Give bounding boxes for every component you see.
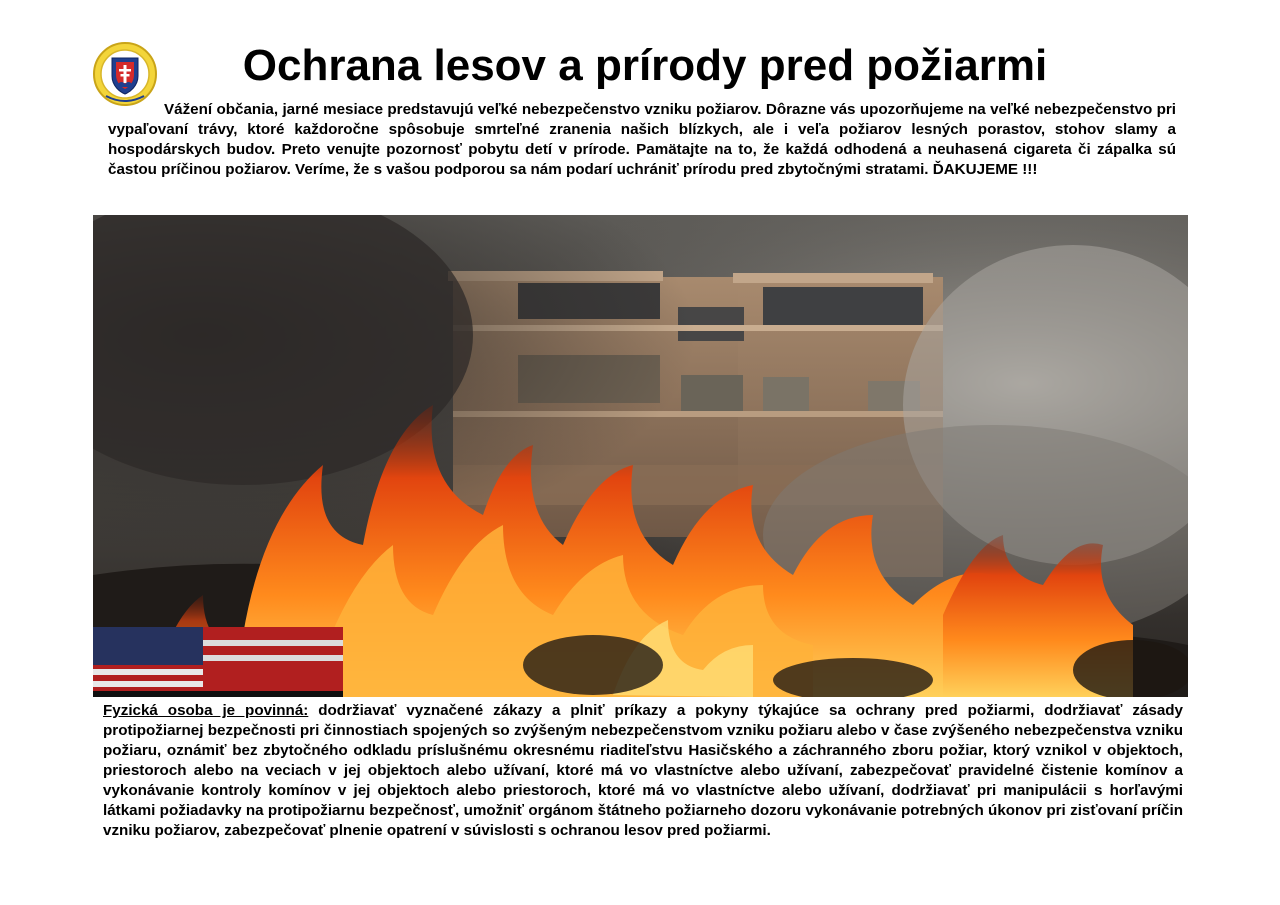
duties-lead: Fyzická osoba je povinná: [103,702,309,719]
forest-fire-photo [93,215,1188,697]
duties-paragraph [103,701,1183,841]
page-title: Ochrana lesov a prírody pred požiarmi [242,41,1048,90]
forest-fire-photo-icon [93,215,1188,697]
intro-paragraph: Vážení občania, jarné mesiace predstavujú veľké nebezpečenstvo vzniku požiarov. Dôrazne vás upozorňujeme na veľké nebezpečenstvo pri vypaľovaní trávy, ktoré každoročne spôsobuje smrteľné zranenia našich blízkych, ale i veľa požiarov lesných porastov, stohov slamy a hospodárskych budov. Preto venujte pozornosť pobytu detí v prírode. Pamätajte na to, že každá odhodená a neuhasená cigareta či zápalka sú častou príčinou požiarov. Veríme, že s vašou podporou sa nám podarí uchrániť prírodu pred zbytočnými stratami. ĎAKUJEME !!! [108,101,1176,178]
duties-text: dodržiavať vyznačené zákazy a plniť príkazy a pokyny týkajúce sa ochrany pred požiarmi, dodržiavať zásady protipožiarnej bezpečnosti pri činnostiach spojených so zvýšeným nebezpečenstvom vzniku požiaru alebo v čase zvýšeného nebezpečenstva vzniku požiaru, oznámiť bez zbytočného odkladu príslušnému okresnému riaditeľstvu Hasičského a záchranného zboru požiar, ktorý vznikol v objektoch, priestoroch alebo na veciach v jej objektoch alebo užívaní, ktoré má vo vlastníctve alebo užívaní, zabezpečovať pravidelné čistenie komínov a vykonávanie kontroly komínov v jej objektoch alebo priestoroch, ktoré má vo vlastníctve alebo užívaní, dodržiavať pri manipulácii s horľavými látkami požiadavky na protipožiarnu bezpečnosť, umožniť orgánom štátneho požiarneho dozoru vykonávanie potrebných úkonov pri zisťovaní príčin vzniku požiarov, zabezpečovať plnenie opatrení v súvislosti s ochranou lesov pred požiarmi. [103,702,1183,839]
